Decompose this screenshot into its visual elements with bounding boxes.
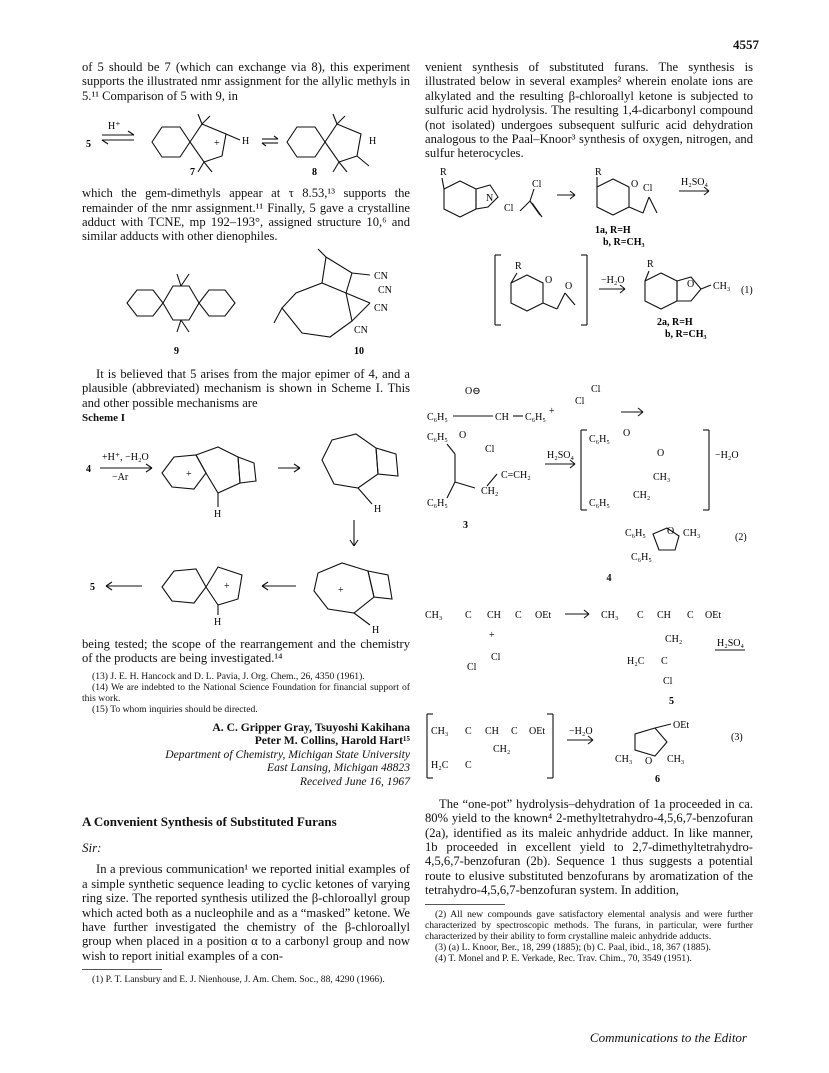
svg-text:−H₂O: −H₂O xyxy=(569,725,593,737)
svg-text:H₂SO₄: H₂SO₄ xyxy=(681,176,708,188)
label-4-right: 4 xyxy=(606,572,612,584)
footnote-1: (1) P. T. Lansbury and E. J. Nienhouse, J. Am. Chem. Soc., 88, 4290 (1966). xyxy=(92,974,385,986)
svg-text:CH₃: CH₃ xyxy=(667,753,685,765)
svg-text:Cl: Cl xyxy=(643,182,653,194)
svg-text:CH: CH xyxy=(487,609,501,621)
footnote-14: (14) We are indebted to the National Science Foundation for financial support of this work. xyxy=(82,681,410,704)
svg-text:CH₃: CH₃ xyxy=(425,609,443,621)
svg-text:C: C xyxy=(465,725,472,737)
svg-text:C: C xyxy=(465,759,472,771)
svg-text:C₆H₅: C₆H₅ xyxy=(427,497,448,509)
svg-text:H₂SO₄: H₂SO₄ xyxy=(547,449,574,461)
svg-text:5: 5 xyxy=(669,695,674,707)
authors-line-2: Peter M. Collins, Harold Hart¹⁵ xyxy=(254,734,410,748)
scheme-label: Scheme I xyxy=(82,412,126,425)
svg-text:CH₂: CH₂ xyxy=(481,485,499,497)
right-column xyxy=(425,60,753,964)
label-H-8: H xyxy=(369,136,377,148)
svg-text:−H₂O: −H₂O xyxy=(601,274,625,286)
footnote-3: (3) (a) L. Knoor, Ber., 18, 299 (1885); (b) C. Paal, ibid., 18, 367 (1885). xyxy=(435,941,711,953)
svg-text:O: O xyxy=(687,278,695,290)
right-paragraph-2: The “one-pot” hydrolysis–dehydration of 1a proceeded in ca. 80% yield to the known⁴ 2-methyltetrahydro-4,5,6,7-benzofuran (2a), identified as its maleic anhydride adduct. In like manner, 1b proceeded in excellent yield to 2,7-dimethyltetrahydro-4,5,6,7-benzofuran (2b). Sequence 1 thus suggests a potential route to elusive substituted benzofurans by aromatization of the tetrahydro-4,5,6,7-benzofuran system. In addition, xyxy=(425,796,753,898)
svg-text:CN: CN xyxy=(354,324,368,336)
svg-text:5: 5 xyxy=(90,582,95,594)
svg-text:CN: CN xyxy=(374,302,388,314)
svg-text:1a, R=H: 1a, R=H xyxy=(595,224,631,236)
svg-text:+: + xyxy=(338,585,344,597)
svg-text:C: C xyxy=(515,609,522,621)
svg-text:C: C xyxy=(661,655,668,667)
svg-text:+: + xyxy=(186,469,192,481)
svg-text:C: C xyxy=(465,609,472,621)
svg-text:H₂SO₄: H₂SO₄ xyxy=(717,637,744,649)
svg-text:R: R xyxy=(595,166,602,178)
svg-text:H: H xyxy=(374,504,382,516)
footnote-13: (13) J. E. H. Hancock and D. L. Pavia, J. Org. Chem., 26, 4350 (1961). xyxy=(92,670,365,682)
svg-text:CH: CH xyxy=(657,609,671,621)
label-5: 5 xyxy=(86,139,91,151)
svg-text:R: R xyxy=(440,166,447,178)
svg-text:CH₃: CH₃ xyxy=(683,527,701,539)
left-column xyxy=(82,60,410,985)
left-paragraph-3: It is believed that 5 arises from the major epimer of 4, and a plausible (abbreviated) mechanism is shown in Scheme I. This and other possible mechanisms are xyxy=(82,366,410,410)
left-paragraph-1: of 5 should be 7 (which can exchange via 8), this experiment supports the illustrated nmr assignment for the allylic methyls in 5.¹¹ Comparison of 5 with 9, in xyxy=(82,60,410,103)
sequence-2 xyxy=(425,384,753,569)
label-H-7: H xyxy=(242,136,250,148)
footnote-4: (4) T. Monel and P. E. Verkade, Rec. Trav. Chim., 70, 3549 (1951). xyxy=(435,952,692,964)
svg-text:Cl: Cl xyxy=(485,443,495,455)
footnote-divider xyxy=(82,969,162,970)
svg-text:CH₂: CH₂ xyxy=(665,633,683,645)
svg-text:R: R xyxy=(515,260,522,272)
label-9: 9 xyxy=(174,345,179,357)
svg-text:H: H xyxy=(214,509,222,521)
svg-text:6: 6 xyxy=(655,773,660,785)
label-8: 8 xyxy=(312,167,317,179)
footnote-15: (15) To whom inquiries should be directed. xyxy=(92,703,258,715)
left-paragraph-5: In a previous communication¹ we reported initial examples of a simple synthetic sequence leading to cyclic ketones of varying ring size. The reported synthesis utilized the β-chloroallyl group which acted both as a nucleophile and as a “masked” ketone. We have further investigated the chemistry of the β-chloroallyl group when placed in a position α to a carbonyl group and now wish to report initial examples of a con- xyxy=(82,862,410,963)
authors-line-1: A. C. Gripper Gray, Tsuyoshi Kakihana xyxy=(212,720,410,734)
svg-text:b, R=CH₃: b, R=CH₃ xyxy=(665,328,707,340)
right-paragraph-1: venient synthesis of substituted furans. The synthesis is illustrated below in several examples² wherein enolate ions are alkylated and the resulting β-chloroallyl ketone is subjected to sulfuric acid hydrolysis. The resulting 1,4-dicarbonyl compound (not isolated) undergoes subsequent sulfuric acid dehydration analogous to the Paal–Knoor³ synthesis of oxygen, nitrogen, and sulfur heterocycles. xyxy=(425,60,753,161)
svg-text:Cl: Cl xyxy=(504,202,514,214)
svg-text:Cl: Cl xyxy=(591,383,601,395)
svg-text:−Ar: −Ar xyxy=(112,472,129,484)
label-7: 7 xyxy=(190,167,195,179)
svg-text:(3): (3) xyxy=(731,731,743,743)
svg-text:Cl: Cl xyxy=(575,395,585,407)
sequence-3 xyxy=(425,588,753,793)
svg-text:CH₃: CH₃ xyxy=(615,753,633,765)
svg-text:CH₃: CH₃ xyxy=(653,471,671,483)
sequence-1 xyxy=(425,165,753,380)
article-title: A Convenient Synthesis of Substituted Furans xyxy=(82,814,337,830)
page-number: 4557 xyxy=(733,37,759,52)
left-paragraph-2: which the gem-dimethyls appear at τ 8.53,¹³ supports the remainder of the nmr assignment.¹¹ Finally, 5 gave a crystalline adduct with TCNE, mp 192–193°, assigned structure 10,⁶ and similar adducts with other dienophiles. xyxy=(82,186,410,244)
figure-9-10 xyxy=(82,248,410,363)
svg-text:R: R xyxy=(647,258,654,270)
svg-text:O: O xyxy=(667,525,675,537)
label-hplus: H⁺ xyxy=(108,121,121,133)
svg-text:−H₂O: −H₂O xyxy=(715,449,739,461)
scheme-1 xyxy=(82,428,410,637)
svg-text:CN: CN xyxy=(378,284,392,296)
svg-text:O: O xyxy=(631,178,639,190)
svg-text:H₂C: H₂C xyxy=(627,655,645,667)
svg-text:H: H xyxy=(214,617,222,629)
scheme-1-diagram xyxy=(82,428,410,637)
svg-text:C: C xyxy=(687,609,694,621)
footnote-divider-right xyxy=(425,904,505,905)
footnote-2: (2) All new compounds gave satisfactory elemental analysis and were further characterized by spectroscopic methods. The furans, in particular, were further characterized by their ability to form crystalline maleic anhydride adducts. xyxy=(425,908,753,942)
received-date: Received June 16, 1967 xyxy=(299,774,410,788)
left-paragraph-4: being tested; the scope of the rearrangement and the chemistry of the products are being investigated.¹⁴ xyxy=(82,637,410,666)
svg-text:CH: CH xyxy=(495,411,509,423)
svg-text:N: N xyxy=(486,192,494,204)
affiliation-line-1: Department of Chemistry, Michigan State University xyxy=(165,747,410,761)
svg-text:Cl: Cl xyxy=(532,178,542,190)
svg-text:C₆H₅: C₆H₅ xyxy=(525,411,546,423)
svg-text:+: + xyxy=(489,629,495,641)
svg-text:C=CH₂: C=CH₂ xyxy=(501,469,531,481)
svg-text:C₆H₅: C₆H₅ xyxy=(427,411,448,423)
label-10: 10 xyxy=(354,345,364,357)
sequence-1-diagram xyxy=(425,165,753,375)
svg-text:+: + xyxy=(549,405,555,417)
affiliation-line-2: East Lansing, Michigan 48823 xyxy=(267,761,410,775)
svg-text:O⊖: O⊖ xyxy=(465,385,481,397)
salutation: Sir: xyxy=(82,840,102,856)
svg-text:CH₃: CH₃ xyxy=(431,725,449,737)
svg-text:O: O xyxy=(545,274,553,286)
svg-text:3: 3 xyxy=(463,519,468,531)
svg-text:CH₃: CH₃ xyxy=(713,280,731,292)
svg-text:OEt: OEt xyxy=(705,609,722,621)
svg-text:O: O xyxy=(623,427,631,439)
svg-text:Cl: Cl xyxy=(491,651,501,663)
svg-text:CH₂: CH₂ xyxy=(493,743,511,755)
svg-text:+: + xyxy=(224,581,230,593)
equilibrium-diagram xyxy=(82,107,410,177)
svg-text:4: 4 xyxy=(86,464,91,476)
svg-text:O: O xyxy=(657,447,665,459)
svg-text:CH₂: CH₂ xyxy=(633,489,651,501)
svg-text:H₂C: H₂C xyxy=(431,759,449,771)
svg-text:(1): (1) xyxy=(741,284,753,296)
svg-text:OEt: OEt xyxy=(673,719,690,731)
svg-text:C₆H₅: C₆H₅ xyxy=(625,527,646,539)
svg-text:OEt: OEt xyxy=(535,609,552,621)
svg-text:+: + xyxy=(214,138,220,150)
structures-9-10 xyxy=(82,248,410,358)
svg-text:C: C xyxy=(511,725,518,737)
sequence-2-diagram xyxy=(425,384,753,564)
svg-text:CH: CH xyxy=(485,725,499,737)
svg-text:O: O xyxy=(645,755,653,767)
svg-text:C₆H₅: C₆H₅ xyxy=(589,433,610,445)
svg-text:2a, R=H: 2a, R=H xyxy=(657,316,693,328)
svg-text:Cl: Cl xyxy=(467,661,477,673)
svg-text:O: O xyxy=(459,429,467,441)
svg-text:+H⁺, −H₂O: +H⁺, −H₂O xyxy=(102,452,149,464)
svg-text:(2): (2) xyxy=(735,531,747,543)
svg-text:O: O xyxy=(565,280,573,292)
svg-text:C₆H₅: C₆H₅ xyxy=(427,431,448,443)
page-footer: Communications to the Editor xyxy=(589,1030,747,1045)
svg-text:C: C xyxy=(637,609,644,621)
svg-text:Cl: Cl xyxy=(663,675,673,687)
svg-text:H: H xyxy=(372,625,380,637)
figure-5-7-8 xyxy=(82,107,410,182)
svg-text:C₆H₅: C₆H₅ xyxy=(631,551,652,563)
svg-text:CN: CN xyxy=(374,270,388,282)
sequence-3-diagram xyxy=(425,588,753,788)
svg-text:OEt: OEt xyxy=(529,725,546,737)
svg-text:C₆H₅: C₆H₅ xyxy=(589,497,610,509)
svg-text:b, R=CH₃: b, R=CH₃ xyxy=(603,236,645,248)
svg-text:CH₃: CH₃ xyxy=(601,609,619,621)
